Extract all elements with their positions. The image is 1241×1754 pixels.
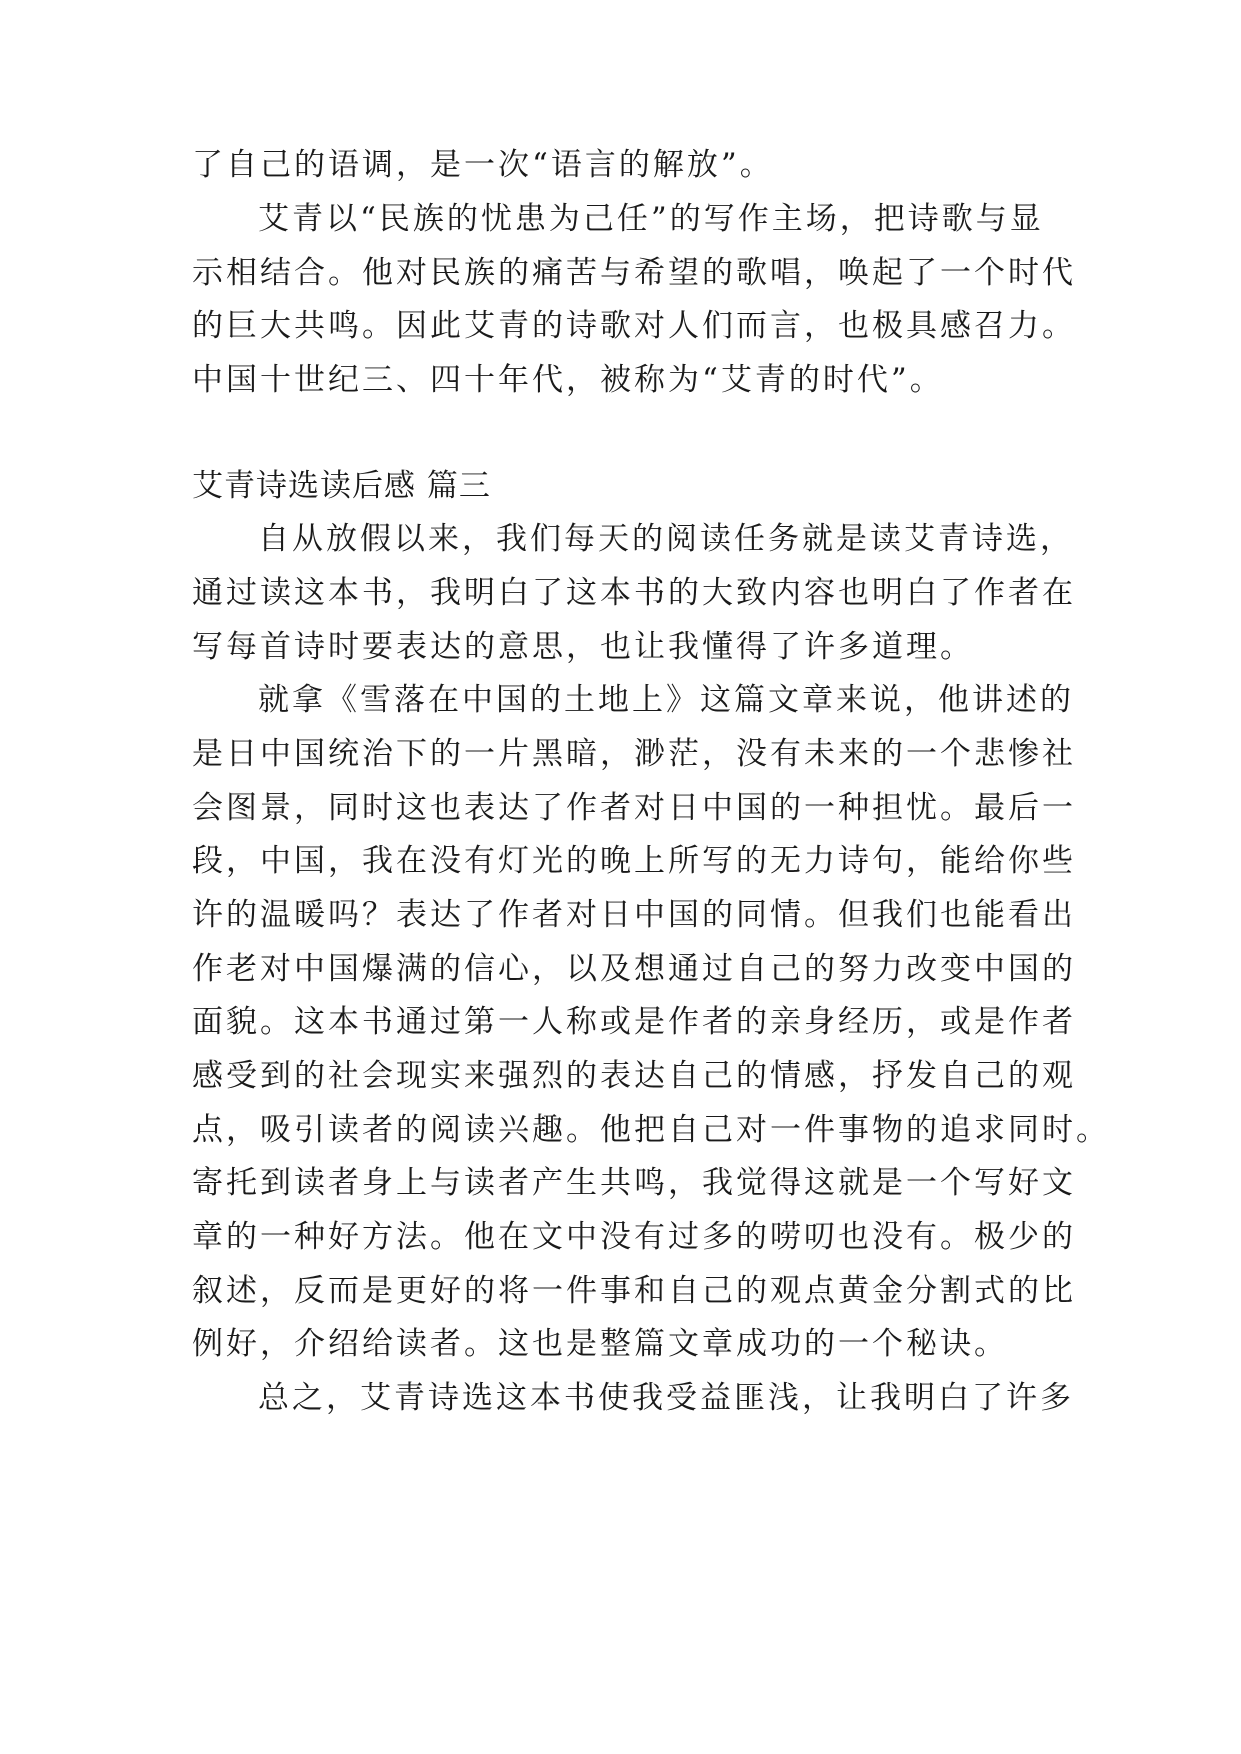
text-line: 面貌。这本书通过第一人称或是作者的亲身经历，或是作者 xyxy=(192,1004,1076,1040)
paragraph-first-line: 自从放假以来，我们每天的阅读任务就是读艾青诗选， xyxy=(258,521,1074,557)
text-line: 了自己的语调，是一次“语言的解放”。 xyxy=(192,147,774,183)
text-line: 示相结合。他对民族的痛苦与希望的歌唱，唤起了一个时代 xyxy=(192,255,1076,291)
text-line: 许的温暖吗？表达了作者对日中国的同情。但我们也能看出 xyxy=(192,897,1076,933)
text-line: 写每首诗时要表达的意思，也让我懂得了许多道理。 xyxy=(192,629,974,665)
section-heading: 艾青诗选读后感 篇三 xyxy=(192,468,491,504)
text-line: 作老对中国爆满的信心，以及想通过自己的努力改变中国的 xyxy=(192,951,1076,987)
text-line: 章的一种好方法。他在文中没有过多的唠叨也没有。极少的 xyxy=(192,1219,1076,1255)
text-line: 寄托到读者身上与读者产生共鸣，我觉得这就是一个写好文 xyxy=(192,1165,1076,1201)
paragraph-first-line: 艾青以“民族的忧患为己任”的写作主场，把诗歌与显 xyxy=(258,201,1044,237)
paragraph-first-line: 就拿《雪落在中国的土地上》这篇文章来说，他讲述的 xyxy=(258,682,1074,718)
text-line: 会图景，同时这也表达了作者对日中国的一种担忧。最后一 xyxy=(192,790,1076,826)
paragraph-first-line: 总之，艾青诗选这本书使我受益匪浅，让我明白了许多 xyxy=(258,1380,1074,1416)
text-line: 例好，介绍给读者。这也是整篇文章成功的一个秘诀。 xyxy=(192,1326,1008,1362)
text-line: 点，吸引读者的阅读兴趣。他把自己对一件事物的追求同时。 xyxy=(192,1112,1110,1148)
text-line: 段，中国，我在没有灯光的晚上所写的无力诗句，能给你些 xyxy=(192,843,1076,879)
text-line: 感受到的社会现实来强烈的表达自己的情感，抒发自己的观 xyxy=(192,1058,1076,1094)
text-line: 的巨大共鸣。因此艾青的诗歌对人们而言，也极具感召力。 xyxy=(192,308,1076,344)
text-line: 中国十世纪三、四十年代，被称为“艾青的时代”。 xyxy=(192,362,944,398)
text-line: 通过读这本书，我明白了这本书的大致内容也明白了作者在 xyxy=(192,575,1076,611)
text-line: 叙述，反而是更好的将一件事和自己的观点黄金分割式的比 xyxy=(192,1273,1076,1309)
text-line: 是日中国统治下的一片黑暗，渺茫，没有未来的一个悲惨社 xyxy=(192,736,1076,772)
